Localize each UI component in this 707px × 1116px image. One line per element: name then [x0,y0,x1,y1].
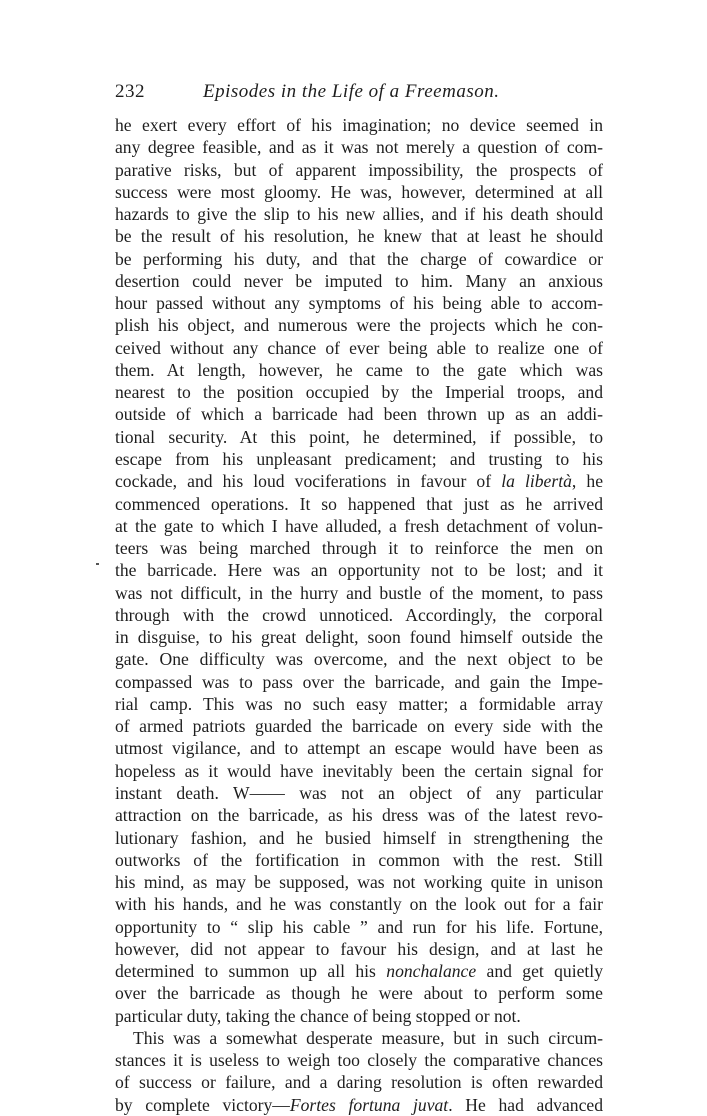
text-line: compassed was to pass over the barricade, and gain the Impe- [115,671,603,692]
text-line: gate. One difficulty was overcome, and the next object to be [115,649,603,670]
text-line: teers was being marched through it to reinforce the men on [115,538,603,559]
text-line: commenced operations. It so happened that just as he arrived [115,493,603,514]
italic-phrase: nonchalance [386,961,477,982]
text-line: at the gate to which I have alluded, a fresh detachment of volun- [115,515,603,536]
text-line: be performing his duty, and that the charge of cowardice or [115,248,603,269]
text-line: however, did not appear to favour his design, and at last he [115,938,603,959]
stray-print-mark [96,563,99,565]
text-line: of armed patriots guarded the barricade on every side with the [115,716,603,737]
text-line: determined to summon up all his nonchalance and get quietly [115,961,603,982]
text-line: ceived without any chance of ever being able to realize one of [115,337,603,358]
text-line: This was a somewhat desperate measure, but in such circum- [133,1027,603,1048]
text-line: attraction on the barricade, as his dress was of the latest revo- [115,805,603,826]
running-head [115,80,603,104]
text-line: success were most gloomy. He was, however, determined at all [115,181,603,202]
body-text [115,114,603,1116]
text-line: nearest to the position occupied by the Imperial troops, and [115,382,603,403]
text-line: be the result of his resolution, he knew that at least he should [115,226,603,247]
text-line: cockade, and his loud vociferations in favour of la libertà, he [115,471,603,492]
text-line: rial camp. This was no such easy matter; a formidable array [115,693,603,714]
italic-phrase: la libertà [501,471,572,492]
text-line: in disguise, to his great delight, soon found himself outside the [115,627,603,648]
text-line: tional security. At this point, he determined, if possible, to [115,426,603,447]
page-number: 232 [115,81,145,102]
text-line: opportunity to “ slip his cable ” and run for his life. Fortune, [115,916,603,937]
text-line: he exert every effort of his imagination; no device seemed in [115,115,603,135]
text-line: hazards to give the slip to his new allies, and if his death should [115,204,603,225]
text-line: particular duty, taking the chance of being stopped or not. [115,1005,521,1026]
text-line: lutionary fashion, and he busied himself in strengthening the [115,827,603,848]
text-line: plish his object, and numerous were the projects which he con- [115,315,603,336]
text-line: outside of which a barricade had been thrown up as an addi- [115,404,603,425]
text-line: hopeless as it would have inevitably been the certain signal for [115,760,603,781]
italic-phrase: Fortes fortuna juvat [289,1094,449,1115]
running-title: Episodes in the Life of a Freemason. [203,81,500,102]
text-line: parative risks, but of apparent impossibility, the prospects of [115,159,603,180]
text-line: escape from his unpleasant predicament; and trusting to his [115,448,603,469]
text-line: his mind, as may be supposed, was not working quite in unison [115,872,603,893]
text-line: over the barricade as though he were about to perform some [115,983,603,1004]
text-line: utmost vigilance, and to attempt an escape would have been as [115,738,603,759]
text-line: desertion could never be imputed to him. Many an anxious [115,270,603,291]
text-line: by complete victory—Fortes fortuna juvat. He had advanced [115,1094,603,1115]
text-line: the barricade. Here was an opportunity not to be lost; and it [115,560,603,581]
text-line: stances it is useless to weigh too closely the comparative chances [115,1050,603,1071]
text-line: outworks of the fortification in common with the rest. Still [115,849,603,870]
text-line: hour passed without any symptoms of his being able to accom- [115,293,603,314]
text-line: through with the crowd unnoticed. Accordingly, the corporal [115,604,603,625]
text-line: of success or failure, and a daring resolution is often rewarded [115,1072,603,1093]
text-line: with his hands, and he was constantly on the look out for a fair [115,894,603,915]
text-line: instant death. W—— was not an object of any particular [115,782,603,803]
text-line: any degree feasible, and as it was not merely a question of com- [115,137,603,158]
text-line: was not difficult, in the hurry and bustle of the moment, to pass [115,582,603,603]
text-line: them. At length, however, he came to the gate which was [115,359,603,380]
